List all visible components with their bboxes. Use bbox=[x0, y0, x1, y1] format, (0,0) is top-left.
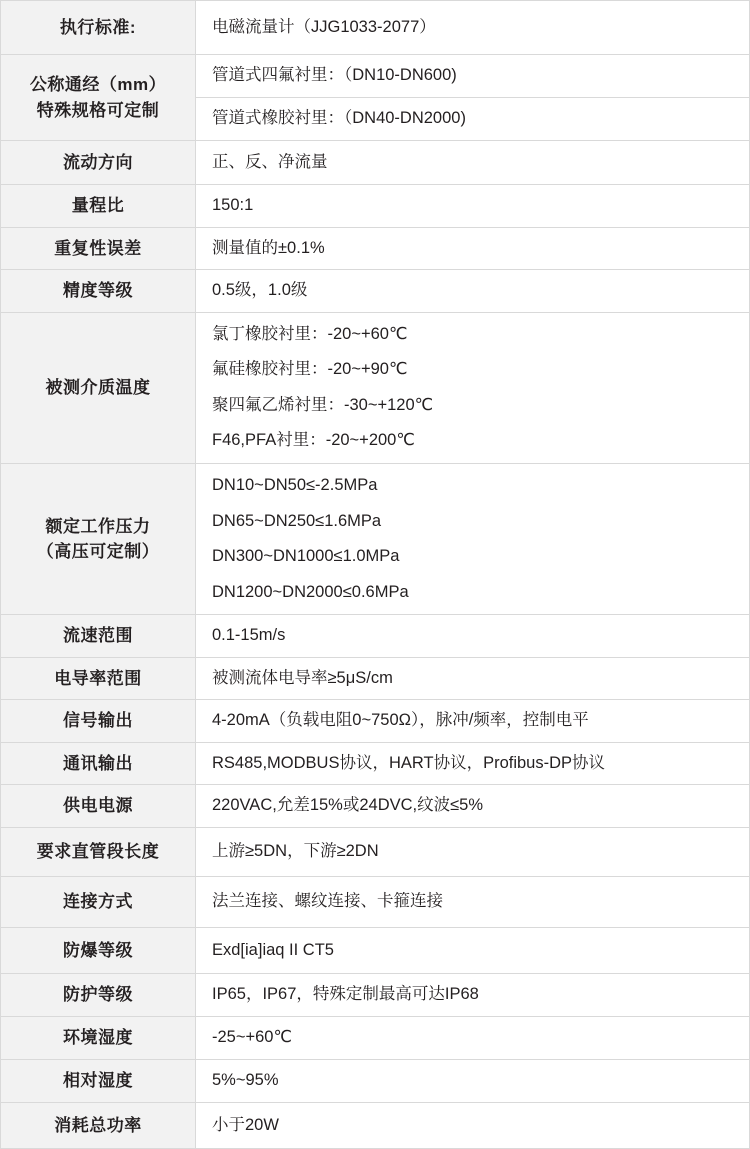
table-row bbox=[1, 974, 750, 1017]
row-label-repeatability-error: 重复性误差 bbox=[1, 227, 196, 270]
table-row bbox=[1, 877, 750, 928]
row-label-explosion-proof-grade: 防爆等级 bbox=[1, 928, 196, 974]
value-line: DN1200~DN2000≤0.6MPa bbox=[212, 582, 409, 601]
row-value-velocity-range: 0.1-15m/s bbox=[196, 615, 750, 658]
row-label-total-power-consumption: 消耗总功率 bbox=[1, 1103, 196, 1149]
table-row bbox=[1, 1060, 750, 1103]
row-value-nominal-diameter-rubber: 管道式橡胶衬里：（DN40-DN2000) bbox=[196, 98, 750, 141]
table-row bbox=[1, 1, 750, 55]
row-value-nominal-diameter-ptfe: 管道式四氟衬里：（DN10-DN600) bbox=[196, 55, 750, 98]
table-row bbox=[1, 828, 750, 877]
row-value-protection-grade: IP65，IP67，特殊定制最高可达IP68 bbox=[196, 974, 750, 1017]
specification-table-body bbox=[1, 1, 750, 1149]
row-label-straight-pipe-length: 要求直管段长度 bbox=[1, 828, 196, 877]
table-row bbox=[1, 270, 750, 313]
row-label-nominal-diameter: 公称通经（mm） 特殊规格可定制 bbox=[1, 55, 196, 141]
row-label-ambient-temperature: 环境湿度 bbox=[1, 1017, 196, 1060]
value-line: DN10~DN50≤-2.5MPa bbox=[212, 475, 378, 494]
row-label-flow-direction: 流动方向 bbox=[1, 141, 196, 185]
table-row bbox=[1, 657, 750, 700]
row-value-repeatability-error: 测量值的±0.1% bbox=[196, 227, 750, 270]
table-row bbox=[1, 700, 750, 743]
row-label-connection-type: 连接方式 bbox=[1, 877, 196, 928]
row-value-standard: 电磁流量计（JJG1033-2077） bbox=[196, 1, 750, 55]
row-label-velocity-range: 流速范围 bbox=[1, 615, 196, 658]
row-value-rated-working-pressure bbox=[196, 463, 750, 614]
table-row bbox=[1, 742, 750, 785]
row-label-medium-temperature: 被测介质温度 bbox=[1, 312, 196, 463]
row-label-relative-humidity: 相对湿度 bbox=[1, 1060, 196, 1103]
row-value-total-power-consumption: 小于20W bbox=[196, 1103, 750, 1149]
row-value-explosion-proof-grade: Exd[ia]iaq II CT5 bbox=[196, 928, 750, 974]
row-value-power-supply: 220VAC,允差15%或24DVC,纹波≤5% bbox=[196, 785, 750, 828]
table-row bbox=[1, 227, 750, 270]
row-label-rated-working-pressure: 额定工作压力 （高压可定制） bbox=[1, 463, 196, 614]
row-value-connection-type: 法兰连接、螺纹连接、卡箍连接 bbox=[196, 877, 750, 928]
table-row bbox=[1, 1017, 750, 1060]
row-value-turndown-ratio: 150:1 bbox=[196, 185, 750, 228]
value-line: 聚四氟乙烯衬里：-30~+120℃ bbox=[212, 395, 434, 414]
row-value-communication-output: RS485,MODBUS协议，HART协议，Profibus-DP协议 bbox=[196, 742, 750, 785]
row-value-medium-temperature bbox=[196, 312, 750, 463]
table-row bbox=[1, 615, 750, 658]
value-line: 氯丁橡胶衬里：-20~+60℃ bbox=[212, 324, 408, 343]
value-line: DN300~DN1000≤1.0MPa bbox=[212, 547, 400, 566]
table-row bbox=[1, 185, 750, 228]
table-row bbox=[1, 785, 750, 828]
row-label-signal-output: 信号输出 bbox=[1, 700, 196, 743]
value-line: F46,PFA衬里：-20~+200℃ bbox=[212, 431, 415, 450]
table-row bbox=[1, 463, 750, 614]
value-line: DN65~DN250≤1.6MPa bbox=[212, 511, 382, 530]
table-row bbox=[1, 141, 750, 185]
row-value-ambient-temperature: -25~+60℃ bbox=[196, 1017, 750, 1060]
row-value-conductivity-range: 被测流体电导率≥5μS/cm bbox=[196, 657, 750, 700]
value-line: 氟硅橡胶衬里：-20~+90℃ bbox=[212, 360, 408, 379]
table-row bbox=[1, 55, 750, 98]
row-label-standard: 执行标准: bbox=[1, 1, 196, 55]
row-value-flow-direction: 正、反、净流量 bbox=[196, 141, 750, 185]
row-label-accuracy-class: 精度等级 bbox=[1, 270, 196, 313]
row-label-protection-grade: 防护等级 bbox=[1, 974, 196, 1017]
row-label-communication-output: 通讯输出 bbox=[1, 742, 196, 785]
row-label-turndown-ratio: 量程比 bbox=[1, 185, 196, 228]
row-value-accuracy-class: 0.5级，1.0级 bbox=[196, 270, 750, 313]
row-label-power-supply: 供电电源 bbox=[1, 785, 196, 828]
table-row bbox=[1, 1103, 750, 1149]
row-value-straight-pipe-length: 上游≥5DN，下游≥2DN bbox=[196, 828, 750, 877]
table-row bbox=[1, 312, 750, 463]
row-value-relative-humidity: 5%~95% bbox=[196, 1060, 750, 1103]
row-label-conductivity-range: 电导率范围 bbox=[1, 657, 196, 700]
table-row bbox=[1, 928, 750, 974]
row-value-signal-output: 4-20mA（负载电阻0~750Ω），脉冲/频率，控制电平 bbox=[196, 700, 750, 743]
